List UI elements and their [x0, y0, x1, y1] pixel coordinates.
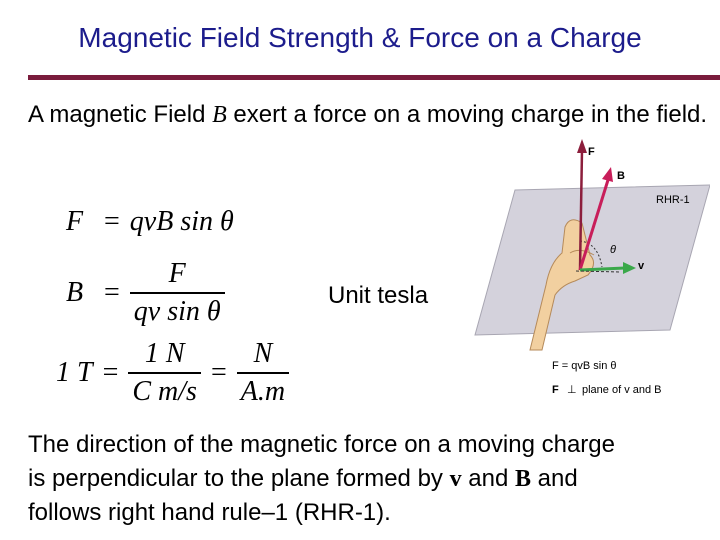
force-arrowhead: [577, 139, 587, 153]
eq2-fraction: [130, 258, 225, 328]
perp-F: F: [552, 384, 559, 396]
figure-formula: F = qvB sin θ: [552, 360, 617, 372]
intro-part2: exert a force on a moving charge in the field.: [226, 101, 708, 128]
intro-text: [28, 100, 708, 130]
eq2-equals: =: [104, 277, 120, 308]
eq1-rhs: qvB sin θ: [129, 206, 234, 237]
rhr-figure: [470, 135, 710, 405]
eq3-lhs: 1 T: [56, 357, 93, 388]
eq3-equals-1: =: [102, 357, 119, 388]
eq3-fraction-1: [128, 338, 201, 408]
eq2-lhs: B: [66, 277, 84, 308]
perp-symbol: ⊥: [567, 384, 577, 396]
eq1-equals: =: [104, 206, 120, 237]
page-title: Magnetic Field Strength & Force on a Charge: [78, 22, 642, 53]
perp-text: plane of v and B: [582, 384, 662, 396]
eq2-numerator: F: [168, 258, 186, 289]
equation-force: [66, 206, 234, 238]
equation-tesla: [56, 338, 289, 408]
eq2-denominator: qv sin θ: [130, 292, 225, 328]
unit-tesla-label: Unit tesla: [328, 282, 429, 309]
bottom-B: B: [514, 466, 531, 492]
field-arrowhead: [602, 167, 613, 182]
direction-text: [28, 428, 628, 530]
bottom-and: and: [461, 465, 515, 492]
intro-symbol-B: B: [212, 102, 227, 128]
label-rhr: RHR-1: [656, 194, 690, 206]
label-F: F: [588, 146, 595, 158]
label-theta: θ: [610, 244, 616, 256]
velocity-arrow: [580, 268, 625, 270]
eq3-denominator-2: A.m: [237, 372, 289, 408]
eq3-numerator-2: N: [253, 338, 273, 369]
eq3-denominator-1: C m/s: [128, 372, 201, 408]
label-B: B: [617, 170, 625, 182]
bottom-part1: The direction of the magnetic force on a moving charge is perpendicular to the plane formed by: [28, 431, 615, 492]
eq3-fraction-2: [237, 338, 289, 408]
bottom-part2: and follows right hand rule–1 (RHR-1).: [28, 465, 578, 526]
eq1-lhs: F: [66, 206, 84, 237]
label-v: v: [638, 260, 645, 272]
eq3-equals-2: =: [210, 357, 227, 388]
bottom-v: v: [449, 466, 462, 492]
equation-field: [66, 258, 225, 328]
title-divider: [28, 75, 720, 80]
eq3-numerator-1: 1 N: [144, 338, 185, 369]
intro-part1: A magnetic Field: [28, 101, 213, 128]
